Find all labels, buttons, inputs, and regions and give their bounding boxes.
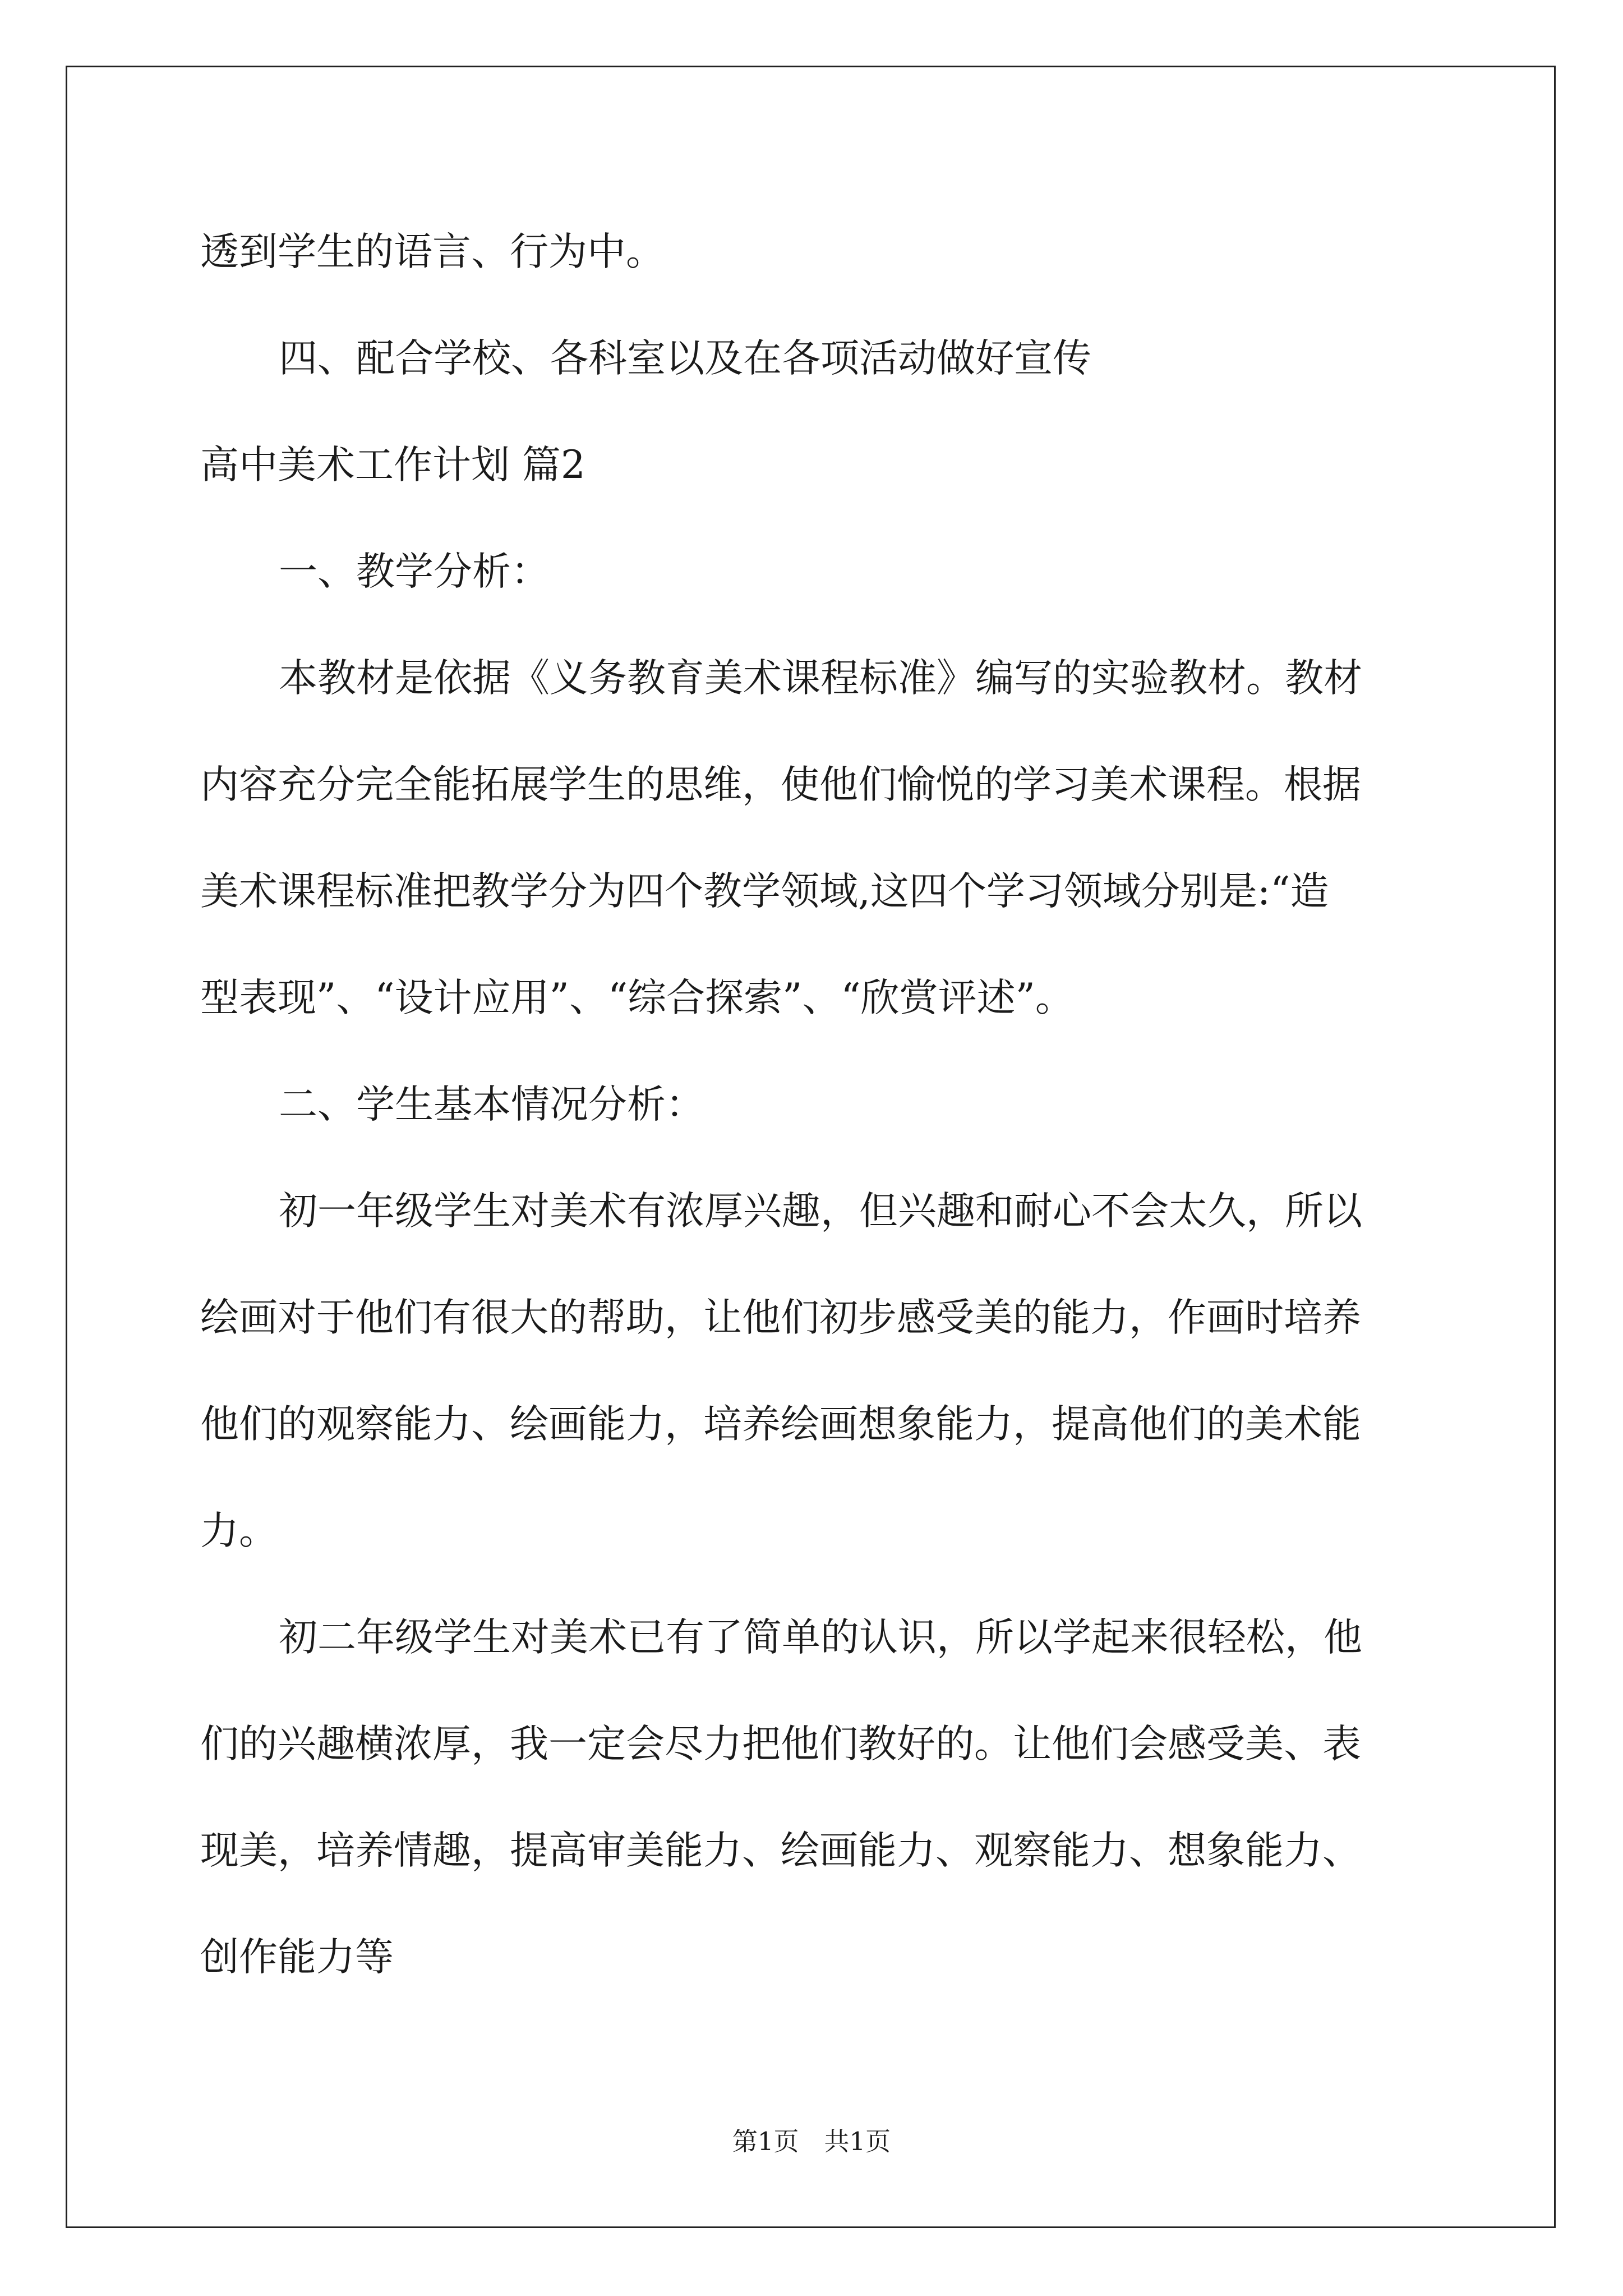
- text-line: 四、配合学校、各科室以及在各项活动做好宣传: [279, 336, 1091, 381]
- text-line: 创作能力等: [200, 1935, 394, 1980]
- text-line: 初二年级学生对美术已有了简单的认识，所以学起来很轻松，他: [279, 1615, 1362, 1660]
- text-line: 绘画对于他们有很大的帮助，让他们初步感受美的能力，作画时培养: [200, 1295, 1361, 1340]
- text-line: 一、教学分析：: [279, 549, 550, 594]
- text-line: 二、学生基本情况分析：: [279, 1082, 704, 1127]
- text-line: 本教材是依据《义务教育美术课程标准》编写的实验教材。教材: [279, 656, 1362, 701]
- text-line: 们的兴趣横浓厚，我一定会尽力把他们教好的。让他们会感受美、表: [200, 1722, 1361, 1766]
- text-line: 初一年级学生对美术有浓厚兴趣，但兴趣和耐心不会太久，所以: [279, 1189, 1362, 1234]
- text-line: 他们的观察能力、绘画能力，培养绘画想象能力，提高他们的美术能: [200, 1402, 1361, 1447]
- text-line: 现美，培养情趣，提高审美能力、绘画能力、观察能力、想象能力、: [200, 1828, 1361, 1873]
- text-line: 内容充分完全能拓展学生的思维，使他们愉悦的学习美术课程。根据: [200, 762, 1361, 807]
- page-border: [66, 66, 1556, 2228]
- page-number: 第1页 共1页: [732, 2127, 891, 2156]
- text-line: 型表现”、“设计应用”、“综合探索”、“欣赏评述”。: [200, 976, 1074, 1020]
- text-line: 美术课程标准把教学分为四个教学领域,这四个学习领域分别是:“造: [200, 869, 1329, 914]
- text-line: 力。: [200, 1508, 278, 1553]
- section-heading: 高中美术工作计划 篇2: [200, 443, 585, 487]
- text-line: 透到学生的语言、行为中。: [200, 229, 665, 274]
